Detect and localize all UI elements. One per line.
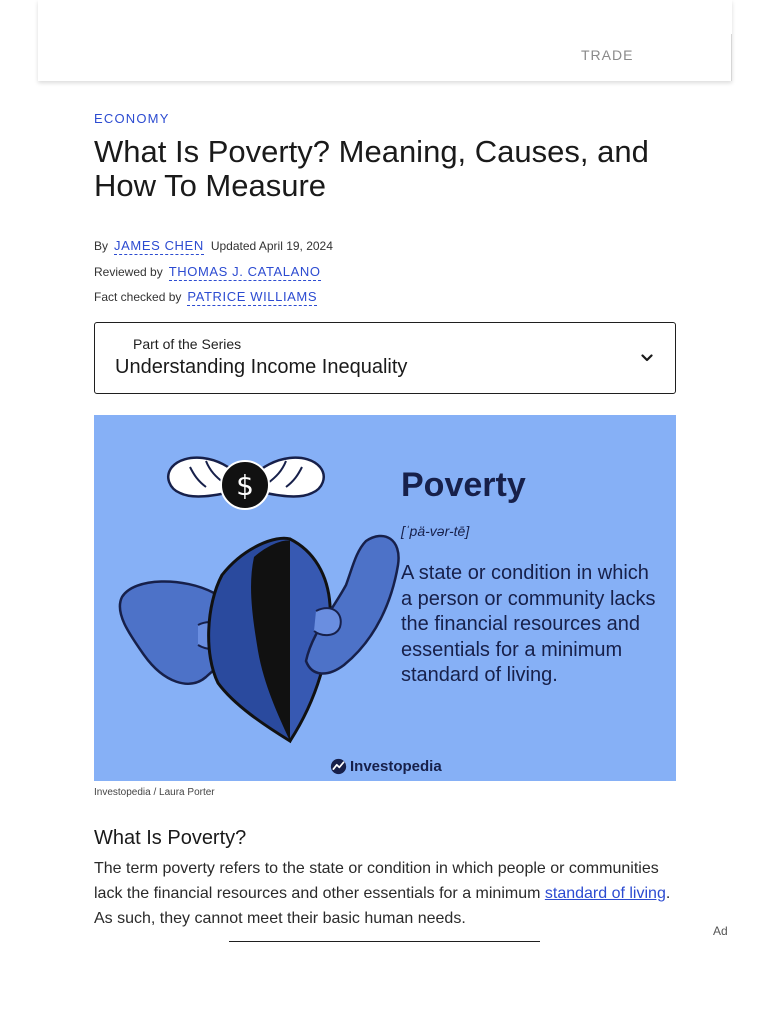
hero-illustration xyxy=(94,415,676,781)
image-credit: Investopedia / Laura Porter xyxy=(94,787,215,798)
reviewer-link[interactable]: THOMAS J. CATALANO xyxy=(168,264,321,279)
reviewed-label: Reviewed by xyxy=(94,265,163,279)
by-label: By xyxy=(94,239,109,253)
standard-of-living-link[interactable]: standard of living xyxy=(544,885,666,902)
hero-brand-text: Investopedia xyxy=(350,758,442,775)
paragraph-text-after: . As such, they cannot meet their basic human needs. xyxy=(94,885,671,927)
paragraph-text-before: The term poverty refers to the state or condition in which people or communities lack the financial resources and other essentials for a minimum xyxy=(94,860,659,902)
series-kicker: Part of the Series xyxy=(133,336,242,352)
content-divider xyxy=(229,941,540,942)
series-dropdown[interactable] xyxy=(94,322,676,394)
factcheck-label: Fact checked by xyxy=(94,290,182,304)
nav-trade-link[interactable]: TRADE xyxy=(581,47,634,63)
factchecker-link[interactable]: PATRICE WILLIAMS xyxy=(187,289,318,304)
right-thumb xyxy=(314,608,341,635)
hero-definition: A state or condition in which a person or community lacks the financial resources and essentials for a minimum standard of living. xyxy=(401,562,656,686)
hero-brand xyxy=(330,758,442,775)
body-paragraph xyxy=(94,856,674,931)
ad-label: Ad xyxy=(713,924,728,938)
updated-date: Updated April 19, 2024 xyxy=(210,239,333,253)
category-link[interactable]: ECONOMY xyxy=(94,111,170,126)
hero-pronunciation: [ˈpä-vər-tē] xyxy=(401,523,470,539)
investopedia-logo-icon xyxy=(330,758,347,775)
author-link[interactable]: JAMES CHEN xyxy=(114,238,204,253)
section-heading: What Is Poverty? xyxy=(94,827,247,849)
hero-word: Poverty xyxy=(401,466,526,504)
dollar-coin-icon xyxy=(221,461,269,509)
article-title: What Is Poverty? Meaning, Causes, and How To Measure xyxy=(94,134,649,203)
chevron-down-icon xyxy=(641,353,653,363)
top-nav-bar xyxy=(38,0,732,81)
byline-factchecker xyxy=(94,289,324,306)
byline-reviewer xyxy=(94,264,328,281)
series-name: Understanding Income Inequality xyxy=(115,356,408,378)
byline-author xyxy=(94,238,333,255)
svg-text:$: $ xyxy=(236,469,254,502)
nav-divider xyxy=(731,34,732,81)
